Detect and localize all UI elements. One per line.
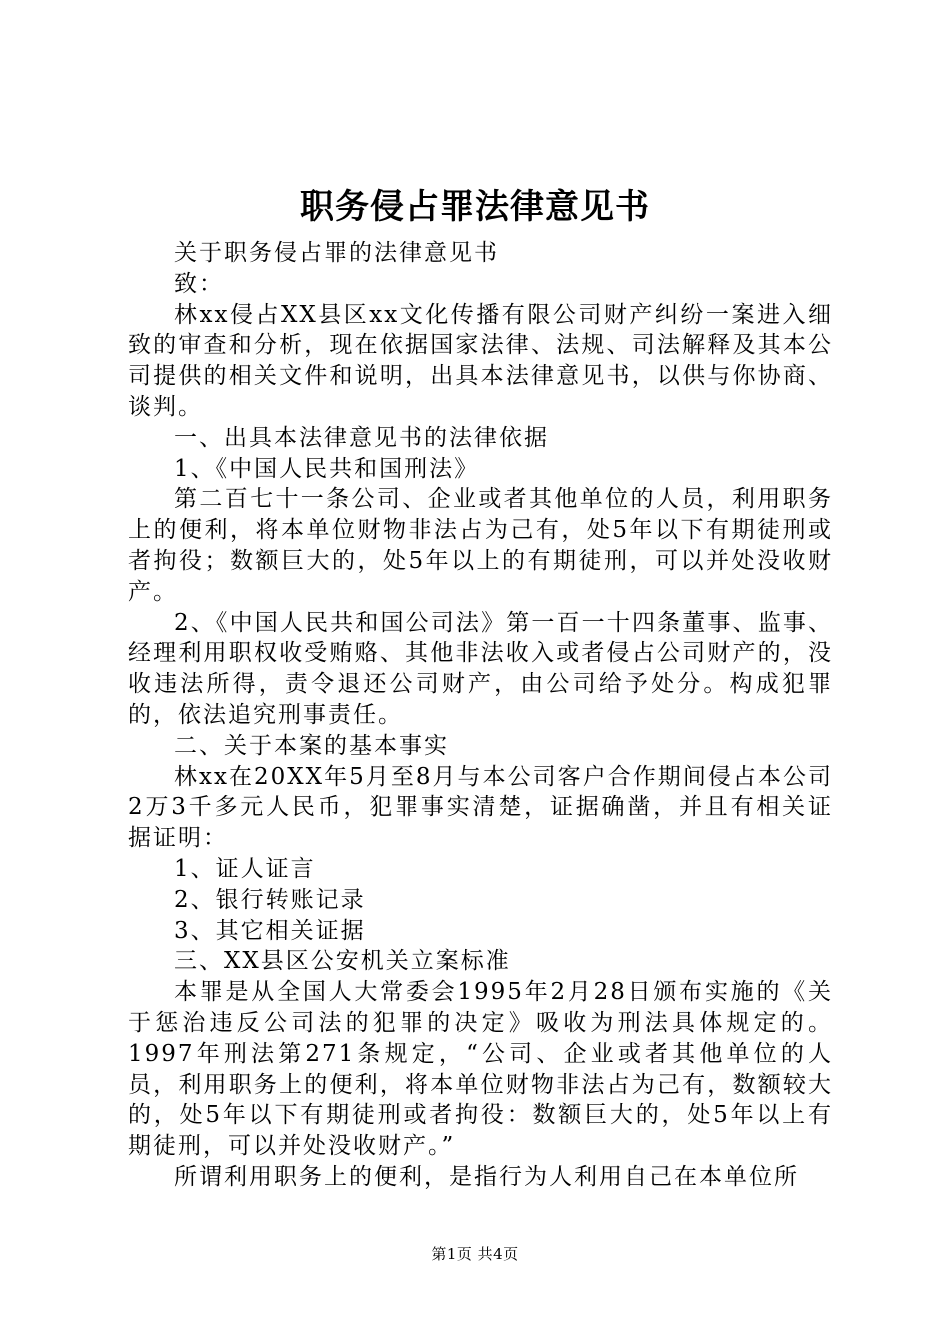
list-item-other-evidence: 3、其它相关证据 [174, 917, 366, 944]
section-heading-filing-standard: 三、XX县区公安机关立案标准 [174, 948, 511, 975]
paragraph-salutation: 致： [174, 270, 224, 297]
list-item-bank-records: 2、银行转账记录 [174, 886, 366, 913]
paragraph-definition: 所谓利用职务上的便利，是指行为人利用自己在本单位所 [174, 1163, 799, 1190]
paragraph-facts: 林xx在20XX年5月至8月与本公司客户合作期间侵占本公司2万3千多元人民币，犯罪事实清楚，证据确凿，并且有相关证据证明： [128, 763, 833, 852]
list-item-criminal-law: 1、《中国人民共和国刑法》 [174, 455, 480, 482]
paragraph-subtitle: 关于职务侵占罪的法律意见书 [174, 240, 499, 266]
list-item-witness: 1、证人证言 [174, 855, 316, 882]
page-footer: 第1页 共4页 [431, 1245, 519, 1263]
paragraph-history: 本罪是从全国人大常委会1995年2月28日颁布实施的《关于惩治违反公司法的犯罪的决定》吸收为刑法具体规定的。1997年刑法第271条规定，“公司、企业或者其他单位的人员，利用职务上的便利，将本单位财物非法占为己有，数额较大的，处5年以下有期徒刑或者拘役：数额巨大的，处5年以上有期徒刑，可以并处没收财产。” [128, 979, 833, 1160]
document-title: 职务侵占罪法律意见书 [300, 187, 650, 227]
section-heading-basic-facts: 二、关于本案的基本事实 [174, 732, 449, 759]
paragraph-intro: 林xx侵占XX县区xx文化传播有限公司财产纠纷一案进入细致的审查和分析，现在依据国家法律、法规、司法解释及其本公司提供的相关文件和说明，出具本法律意见书，以供与你协商、谈判。 [128, 301, 833, 420]
paragraph-article-271: 第二百七十一条公司、企业或者其他单位的人员，利用职务上的便利，将本单位财物非法占为己有，处5年以下有期徒刑或者拘役；数额巨大的，处5年以上的有期徒刑，可以并处没收财产。 [128, 486, 833, 605]
section-heading-legal-basis: 一、出具本法律意见书的法律依据 [174, 424, 549, 451]
document-body [128, 238, 833, 1193]
paragraph-company-law: 2、《中国人民共和国公司法》第一百一十四条董事、监事、经理利用职权收受贿赂、其他非法收入或者侵占公司财产的，没收违法所得，责令退还公司财产，由公司给予处分。构成犯罪的，依法追究刑事责任。 [128, 609, 833, 728]
